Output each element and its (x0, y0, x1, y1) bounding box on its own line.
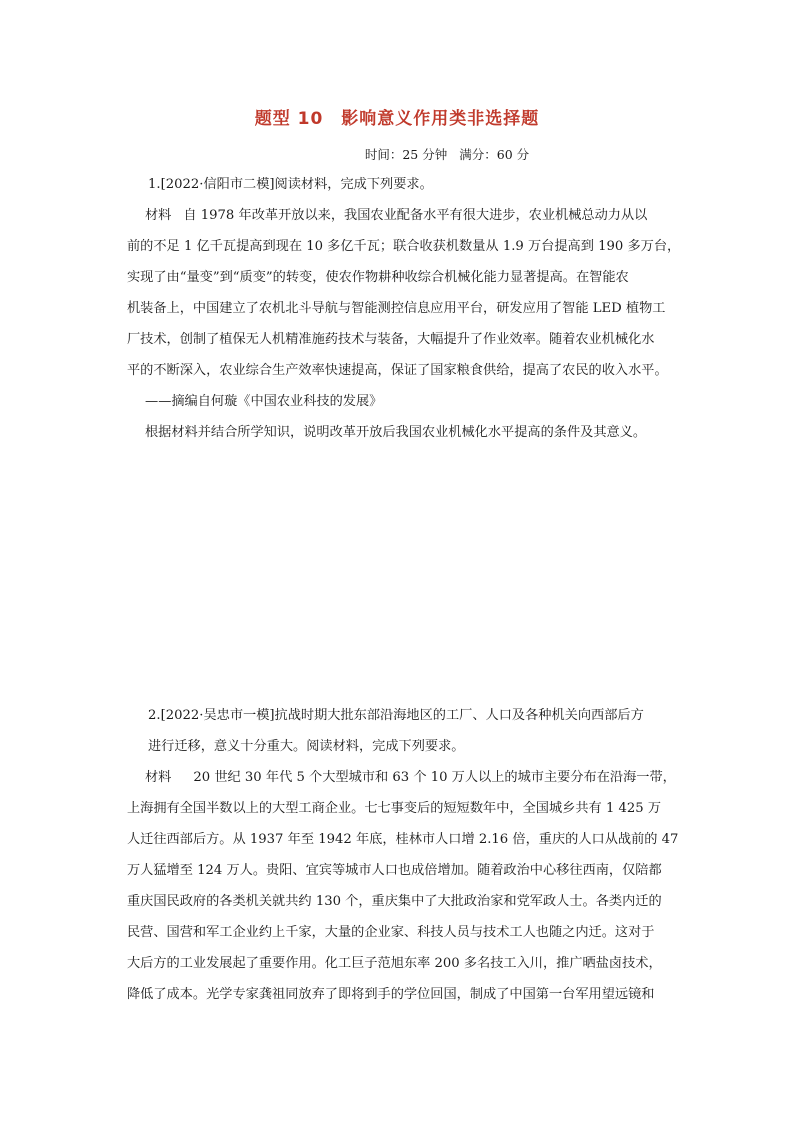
material-line: 民营、国营和军工企业约上千家，大量的企业家、科技人员与技术工人也随之内迁。这对于 (127, 925, 655, 940)
material-line: 降低了成本。光学专家龚祖同放弃了即将到手的学位回国，制成了中国第一台军用望远镜和 (127, 987, 655, 1002)
material-label: 材料 (145, 770, 172, 785)
material-line: 平的不断深入，农业综合生产效率快速提高，保证了国家粮食供给，提高了农民的收入水平。 (127, 363, 668, 378)
page-title (0, 104, 794, 129)
question-2-head: 2.[2022·吴忠市一模]抗战时期大批东部沿海地区的工厂、人口及各种机关向西部后方 进行迁移，意义十分重大。阅读材料，完成下列要求。 (148, 708, 644, 754)
question-1-prompt: 根据材料并结合所学知识，说明改革开放后我国农业机械化水平提高的条件及其意义。 (145, 425, 647, 440)
title-number: 题型 10 (254, 109, 324, 129)
total-score: 满分：60 分 (459, 147, 530, 162)
exam-meta (0, 145, 794, 163)
question-2-material (127, 762, 680, 1010)
material-source: ——摘编自何璇《中国农业科技的发展》 (145, 394, 383, 409)
question-1-head: 1.[2022·信阳市二模]阅读材料，完成下列要求。 (148, 177, 433, 192)
material-line: 大后方的工业发展起了重要作用。化工巨子范旭东率 200 多名技工入川，推广晒盐卤技术， (127, 956, 662, 971)
material-line: 材料 20 世纪 30 年代 5 个大型城市和 63 个 10 万人以上的城市主要分布在沿海一带， (145, 770, 676, 785)
material-line: 前的不足 1 亿千瓦提高到现在 10 多亿千瓦；联合收获机数量从 1.9 万台提高到 190 多万台， (127, 239, 681, 254)
material-label: 材料 (145, 208, 172, 223)
material-line: 厂技术，创制了植保无人机精准施药技术与装备，大幅提升了作业效率。随着农业机械化水 (127, 332, 655, 347)
material-line: 万人猛增至 124 万人。贵阳、宜宾等城市人口也成倍增加。随着政治中心移往西南，仅陪都 (127, 863, 662, 878)
material-line: 材料 自 1978 年改革开放以来，我国农业配备水平有很大进步，农业机械总动力从以 (145, 208, 648, 223)
material-line: 实现了由“量变”到“质变”的转变，使农作物耕种收综合机械化能力显著提高。在智能农 (127, 270, 629, 285)
question-1-material (127, 200, 681, 448)
title-text: 影响意义作用类非选择题 (341, 109, 540, 129)
material-line: 重庆国民政府的各类机关就共约 130 个，重庆集中了大批政治家和党军政人士。各类内迁的 (127, 894, 662, 909)
time-limit: 时间：25 分钟 (364, 147, 448, 162)
material-line: 人迁往西部后方。从 1937 年至 1942 年底，桂林市人口增 2.16 倍，重庆的人口从战前的 47 (127, 832, 679, 847)
material-line: 上海拥有全国半数以上的大型工商企业。七七事变后的短短数年中，全国城乡共有 1 425 万 (127, 801, 662, 816)
material-line: 机装备上，中国建立了农机北斗导航与智能测控信息应用平台，研发应用了智能 LED 植物工 (127, 301, 666, 316)
